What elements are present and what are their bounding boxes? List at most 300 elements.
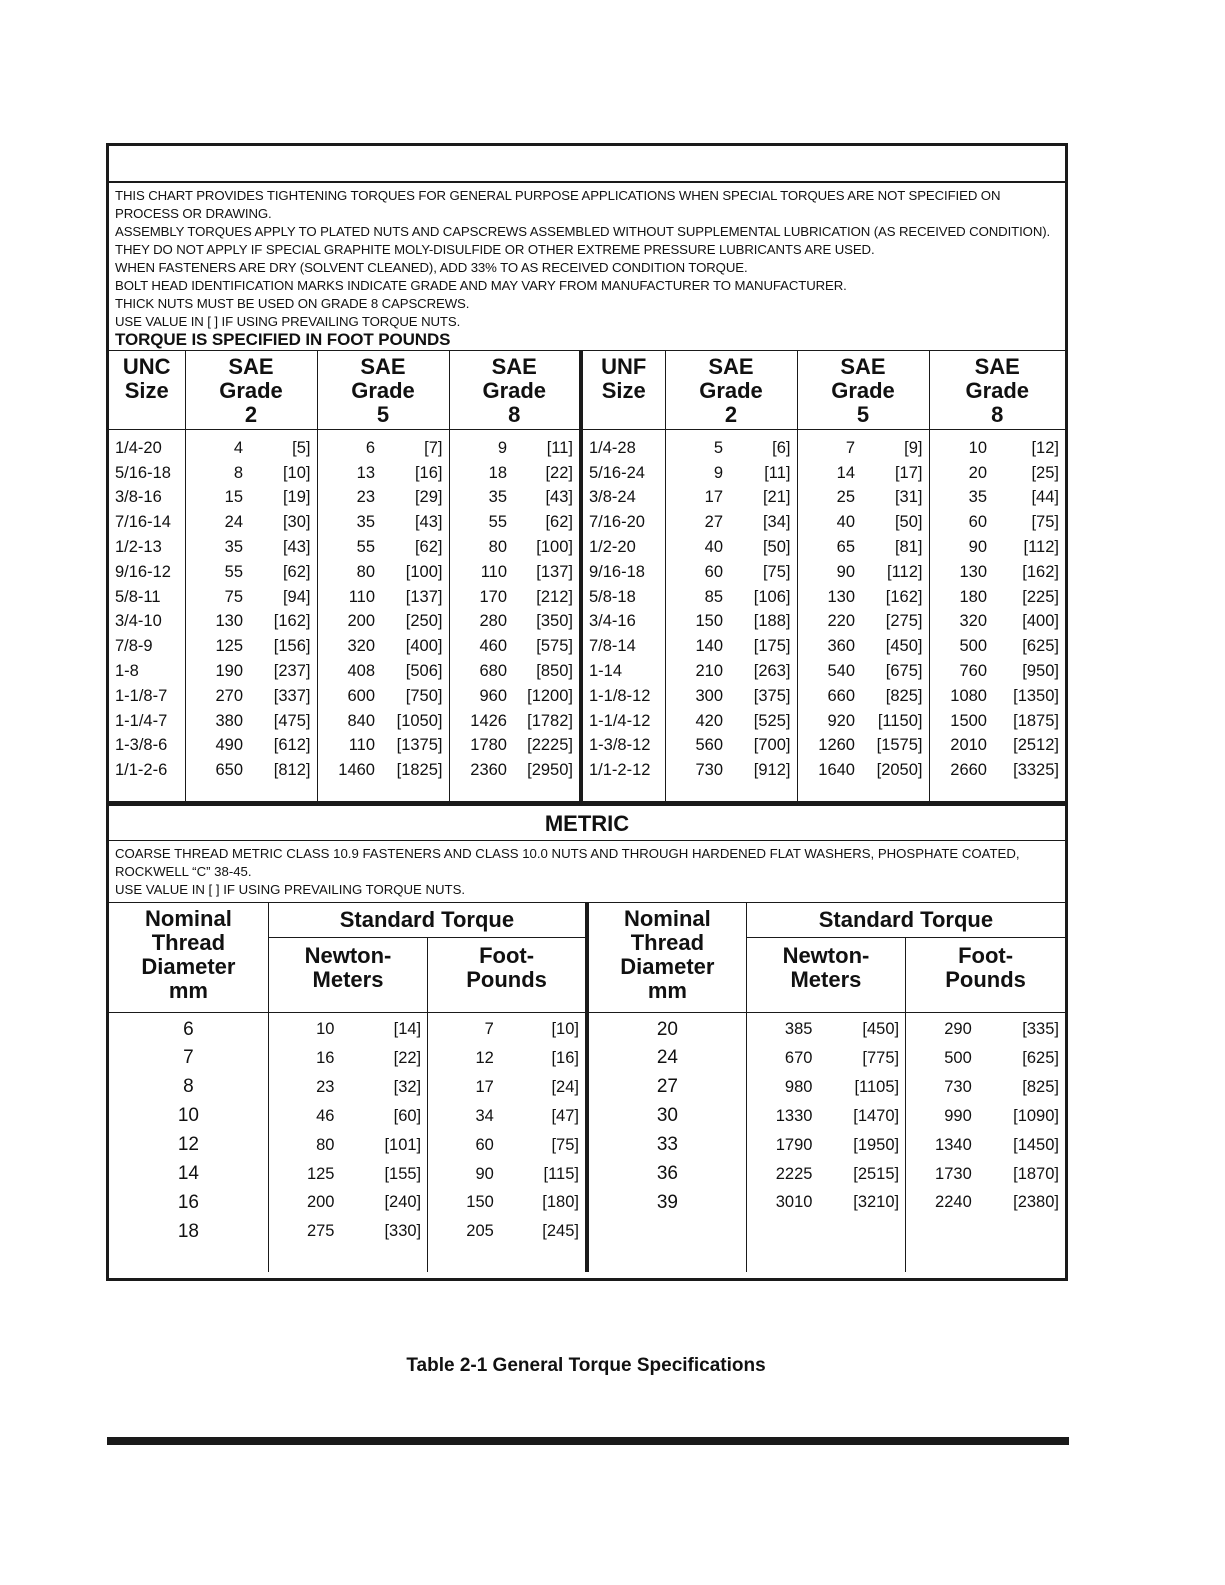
cell-f5: 220: [797, 610, 863, 635]
cell-right-d: [587, 1217, 746, 1246]
cell-g2p: [5]: [292, 438, 311, 457]
cell-right-nmp: [3210]: [853, 1193, 900, 1212]
cell-left-fp: 34: [428, 1102, 508, 1131]
spacer-cell: [929, 783, 995, 801]
cell-g2: 55: [185, 560, 251, 585]
cell-right-fpp: [2380]: [1013, 1193, 1059, 1212]
cell-left-nmp: [14]: [393, 1020, 422, 1039]
cell-left-fpp: [16]: [551, 1048, 579, 1067]
cell-f8p: [950]: [1022, 662, 1059, 681]
cell-g8: 110: [449, 560, 515, 585]
table-row: [109, 1189, 1065, 1218]
cell-g2: 8: [185, 461, 251, 486]
cell-g5p: [7]: [424, 438, 443, 457]
table-row: [109, 734, 1065, 759]
cell-g8p: [850]: [536, 662, 573, 681]
cell-f8: 500: [929, 634, 995, 659]
cell-right-fp: 730: [906, 1073, 986, 1102]
cell-f5: 1640: [797, 758, 863, 783]
inch-header-row: [109, 351, 1065, 430]
spacer-cell: [383, 783, 449, 801]
cell-unc: 1-8: [115, 662, 139, 681]
cell-f5: 65: [797, 535, 863, 560]
spacer-cell: [515, 783, 581, 801]
spacer-row: [109, 1246, 1065, 1272]
cell-left-fp: 7: [428, 1013, 508, 1044]
unc-grade-5-header: SAE Grade 5: [317, 351, 449, 430]
cell-right-d: 39: [587, 1189, 746, 1218]
cell-f2p: [11]: [764, 463, 791, 482]
cell-right-nm: 3010: [746, 1189, 826, 1218]
cell-f2: 300: [665, 684, 731, 709]
cell-f2: 27: [665, 510, 731, 535]
cell-g2: 490: [185, 734, 251, 759]
cell-f8p: [112]: [1023, 538, 1059, 557]
cell-g5: 6: [317, 430, 383, 461]
cell-f5p: [825]: [885, 686, 923, 705]
cell-f8: 1500: [929, 709, 995, 734]
cell-f5p: [9]: [904, 438, 923, 457]
cell-f2p: [75]: [762, 562, 791, 581]
table-row: [109, 486, 1065, 511]
cell-f2: 5: [665, 430, 731, 461]
cell-g2p: [475]: [273, 711, 311, 730]
cell-g5: 55: [317, 535, 383, 560]
cell-right-fp: [906, 1217, 986, 1246]
cell-f8: 20: [929, 461, 995, 486]
cell-g8: 2360: [449, 758, 515, 783]
cell-f5: 130: [797, 585, 863, 610]
cell-g5: 80: [317, 560, 383, 585]
cell-unf: 1/4-28: [581, 430, 665, 461]
cell-f8p: [12]: [1031, 438, 1059, 457]
cell-f5p: [2050]: [876, 761, 923, 780]
cell-left-d: 7: [183, 1047, 194, 1069]
metric-torque-table: [109, 903, 1065, 1272]
cell-g8p: [350]: [536, 612, 573, 631]
cell-g2p: [156]: [273, 637, 311, 656]
cell-g5p: [62]: [414, 538, 443, 557]
cell-g5: 35: [317, 510, 383, 535]
cell-right-d: 24: [587, 1044, 746, 1073]
cell-f8p: [162]: [1022, 562, 1059, 581]
cell-right-nm: 670: [746, 1044, 826, 1073]
cell-f2: 730: [665, 758, 731, 783]
cell-unf: 9/16-18: [581, 560, 665, 585]
cell-g5: 408: [317, 659, 383, 684]
spacer-cell: [665, 783, 731, 801]
cell-g5p: [400]: [405, 637, 443, 656]
cell-g5p: [29]: [414, 488, 443, 507]
cell-right-nmp: [450]: [862, 1020, 900, 1039]
cell-g8p: [1200]: [527, 686, 573, 705]
spacer-cell: [826, 1246, 905, 1272]
metric-note-line: USE VALUE IN [ ] IF USING PREVAILING TORQUE NUTS.: [115, 882, 466, 898]
cell-left-d: 18: [177, 1220, 199, 1242]
cell-unc: 3/8-16: [115, 488, 162, 507]
cell-f5p: [1575]: [876, 736, 923, 755]
cell-unc: 1-3/8-6: [115, 736, 168, 755]
cell-unc: 5/8-11: [115, 587, 161, 606]
cell-left-nmp: [22]: [393, 1048, 422, 1067]
cell-right-fp: 2240: [906, 1189, 986, 1218]
cell-unf: 7/16-20: [581, 510, 665, 535]
cell-left-fp: 17: [428, 1073, 508, 1102]
cell-g5: 320: [317, 634, 383, 659]
unf-grade-5-header: SAE Grade 5: [797, 351, 929, 430]
cell-f8: 10: [929, 430, 995, 461]
cell-g5p: [750]: [405, 686, 443, 705]
cell-right-fp: 500: [906, 1044, 986, 1073]
cell-left-fpp: [24]: [551, 1077, 579, 1096]
cell-left-fpp: [75]: [551, 1135, 579, 1154]
table-row: [109, 610, 1065, 635]
cell-right-nm: 2225: [746, 1160, 826, 1189]
cell-f5p: [31]: [894, 488, 923, 507]
cell-g2: 4: [185, 430, 251, 461]
cell-g2p: [62]: [282, 562, 311, 581]
table-row: [109, 1217, 1065, 1246]
cell-unc: 1/4-20: [115, 438, 162, 457]
cell-f2p: [6]: [772, 438, 791, 457]
cell-right-nmp: [1950]: [853, 1135, 900, 1154]
table-row: [109, 535, 1065, 560]
cell-f8p: [625]: [1022, 637, 1059, 656]
cell-g2p: [237]: [273, 662, 311, 681]
table-row: [109, 1044, 1065, 1073]
newton-meters-header-right: Newton- Meters: [746, 938, 905, 1013]
cell-g5p: [100]: [405, 562, 443, 581]
table-row: [109, 461, 1065, 486]
cell-left-nmp: [330]: [384, 1222, 422, 1241]
cell-right-d: 30: [587, 1102, 746, 1131]
cell-f2p: [50]: [762, 538, 791, 557]
cell-g2p: [19]: [282, 488, 311, 507]
cell-left-nm: 10: [268, 1013, 348, 1044]
cell-left-nm: 46: [268, 1102, 348, 1131]
spacer-cell: [317, 783, 383, 801]
cell-right-fp: 990: [906, 1102, 986, 1131]
unf-grade-2-header: SAE Grade 2: [665, 351, 797, 430]
cell-f2p: [175]: [753, 637, 791, 656]
cell-f8: 90: [929, 535, 995, 560]
spacer-cell: [581, 783, 665, 801]
cell-unf: 1/2-20: [581, 535, 665, 560]
cell-f2: 420: [665, 709, 731, 734]
cell-g8p: [100]: [536, 538, 573, 557]
cell-unc: 7/8-9: [115, 637, 153, 656]
cell-g2p: [30]: [282, 513, 311, 532]
cell-f2: 9: [665, 461, 731, 486]
cell-f2: 40: [665, 535, 731, 560]
cell-f8p: [44]: [1031, 488, 1059, 507]
cell-g8: 960: [449, 684, 515, 709]
cell-right-fpp: [1870]: [1013, 1164, 1059, 1183]
cell-g2p: [337]: [273, 686, 311, 705]
cell-right-fpp: [986, 1217, 1065, 1246]
cell-f5p: [675]: [885, 662, 923, 681]
cell-g5p: [43]: [414, 513, 443, 532]
cell-g5p: [137]: [405, 587, 443, 606]
cell-g8p: [11]: [546, 438, 573, 457]
cell-unf: 3/4-16: [581, 610, 665, 635]
cell-left-d: 12: [177, 1134, 199, 1156]
cell-g5p: [506]: [405, 662, 443, 681]
table-row: [109, 560, 1065, 585]
cell-f5: 360: [797, 634, 863, 659]
cell-g2: 380: [185, 709, 251, 734]
cell-unf: 1-14: [581, 659, 665, 684]
cell-f8p: [1875]: [1013, 711, 1059, 730]
spacer-cell: [587, 1246, 746, 1272]
cell-left-fpp: [10]: [551, 1020, 579, 1039]
cell-unf: 1-1/8-12: [581, 684, 665, 709]
cell-unf: 1-1/4-12: [581, 709, 665, 734]
foot-pounds-header-left: Foot- Pounds: [428, 938, 587, 1013]
cell-g8p: [575]: [536, 637, 573, 656]
table-row: [109, 659, 1065, 684]
spacer-cell: [746, 1246, 826, 1272]
spacer-cell: [906, 1246, 986, 1272]
cell-f2p: [700]: [753, 736, 791, 755]
cell-f2: 210: [665, 659, 731, 684]
table-row: [109, 1160, 1065, 1189]
cell-f5: 7: [797, 430, 863, 461]
cell-g2p: [10]: [282, 463, 311, 482]
general-notes: [109, 183, 1065, 350]
cell-f2p: [34]: [762, 513, 791, 532]
cell-right-nm: 980: [746, 1073, 826, 1102]
spacer-cell: [731, 783, 797, 801]
cell-f8: 2660: [929, 758, 995, 783]
note-line: WHEN FASTENERS ARE DRY (SOLVENT CLEANED), ADD 33% TO AS RECEIVED CONDITION TORQUE.: [115, 260, 748, 275]
cell-f5p: [162]: [885, 587, 923, 606]
cell-f5: 90: [797, 560, 863, 585]
cell-g5p: [1375]: [396, 736, 443, 755]
cell-g5: 23: [317, 486, 383, 511]
cell-f2p: [188]: [753, 612, 791, 631]
cell-g8: 35: [449, 486, 515, 511]
cell-g8: 680: [449, 659, 515, 684]
cell-unc: 1/2-13: [115, 538, 162, 557]
cell-g2: 125: [185, 634, 251, 659]
cell-f2p: [263]: [753, 662, 791, 681]
cell-f5: 540: [797, 659, 863, 684]
spacer-row: [109, 783, 1065, 801]
cell-right-nm: 1790: [746, 1131, 826, 1160]
cell-f5: 40: [797, 510, 863, 535]
cell-right-fp: 1340: [906, 1131, 986, 1160]
cell-f8: 1080: [929, 684, 995, 709]
spacer-cell: [428, 1246, 508, 1272]
cell-left-fpp: [115]: [543, 1164, 579, 1183]
cell-unc: 1/1-2-6: [115, 761, 168, 780]
cell-left-nm: 200: [268, 1189, 348, 1218]
cell-right-fpp: [1090]: [1013, 1106, 1059, 1125]
cell-g8: 80: [449, 535, 515, 560]
cell-right-d: 36: [587, 1160, 746, 1189]
cell-g8: 280: [449, 610, 515, 635]
cell-left-fpp: [47]: [551, 1106, 579, 1125]
cell-left-nmp: [32]: [393, 1077, 422, 1096]
torque-unit-note: TORQUE IS SPECIFIED IN FOOT POUNDS: [115, 330, 451, 349]
spacer-cell: [251, 783, 317, 801]
footer-rule: [107, 1437, 1069, 1445]
cell-left-fp: 60: [428, 1131, 508, 1160]
cell-left-nmp: [155]: [384, 1164, 422, 1183]
cell-g2: 35: [185, 535, 251, 560]
cell-f8: 130: [929, 560, 995, 585]
cell-g8: 55: [449, 510, 515, 535]
cell-unc: 1-1/8-7: [115, 686, 168, 705]
cell-f8: 60: [929, 510, 995, 535]
cell-right-nmp: [2515]: [853, 1164, 900, 1183]
cell-f2p: [106]: [753, 587, 791, 606]
note-line: USE VALUE IN [ ] IF USING PREVAILING TORQUE NUTS.: [115, 314, 461, 329]
cell-g8: 9: [449, 430, 515, 461]
cell-f2p: [375]: [753, 686, 791, 705]
spacer-cell: [449, 783, 515, 801]
cell-left-nm: 275: [268, 1217, 348, 1246]
cell-left-nmp: [240]: [384, 1193, 422, 1212]
cell-left-nm: 16: [268, 1044, 348, 1073]
newton-meters-header-left: Newton- Meters: [268, 938, 427, 1013]
table-row: [109, 1102, 1065, 1131]
cell-unf: 5/16-24: [581, 461, 665, 486]
unc-grade-2-header: SAE Grade 2: [185, 351, 317, 430]
table-row: [109, 1073, 1065, 1102]
cell-right-fpp: [335]: [1022, 1020, 1059, 1039]
cell-g8p: [137]: [536, 562, 573, 581]
cell-g2: 75: [185, 585, 251, 610]
cell-f5p: [50]: [894, 513, 923, 532]
cell-left-d: 14: [177, 1163, 199, 1185]
cell-f8: 760: [929, 659, 995, 684]
unc-grade-8-header: SAE Grade 8: [449, 351, 581, 430]
cell-g8p: [43]: [545, 488, 573, 507]
cell-left-nm: 125: [268, 1160, 348, 1189]
note-line: THIS CHART PROVIDES TIGHTENING TORQUES FOR GENERAL PURPOSE APPLICATIONS WHEN SPECIAL TORQUES ARE NOT SPECIFIED ON PROCESS OR DRAWING.: [115, 188, 1001, 221]
cell-f2: 60: [665, 560, 731, 585]
cell-g5: 110: [317, 734, 383, 759]
cell-left-d: 10: [177, 1105, 199, 1127]
cell-g8: 1780: [449, 734, 515, 759]
table-row: [109, 1131, 1065, 1160]
cell-unf: 3/8-24: [581, 486, 665, 511]
cell-left-nm: 80: [268, 1131, 348, 1160]
cell-g5p: [1050]: [396, 711, 443, 730]
cell-g8p: [1782]: [527, 711, 573, 730]
unc-size-header: UNC Size: [109, 351, 185, 430]
cell-left-d: 6: [183, 1018, 194, 1040]
cell-unc: 1-1/4-7: [115, 711, 168, 730]
cell-g8: 1426: [449, 709, 515, 734]
cell-f8p: [75]: [1031, 513, 1059, 532]
cell-unf: 1-3/8-12: [581, 734, 665, 759]
cell-left-fp: 90: [428, 1160, 508, 1189]
cell-f8p: [25]: [1031, 463, 1059, 482]
table-row: [109, 684, 1065, 709]
cell-g2p: [94]: [282, 587, 311, 606]
cell-right-fpp: [1450]: [1013, 1135, 1059, 1154]
cell-g5: 200: [317, 610, 383, 635]
cell-right-nmp: [1470]: [853, 1106, 900, 1125]
cell-left-fpp: [245]: [542, 1222, 579, 1241]
note-line: BOLT HEAD IDENTIFICATION MARKS INDICATE GRADE AND MAY VARY FROM MANUFACTURER TO MANUFACTURER.: [115, 278, 847, 293]
cell-right-nmp: [1105]: [854, 1077, 900, 1096]
spacer-cell: [109, 1246, 268, 1272]
cell-g5: 840: [317, 709, 383, 734]
cell-f5p: [450]: [885, 637, 923, 656]
foot-pounds-header-right: Foot- Pounds: [906, 938, 1065, 1013]
cell-left-fp: 150: [428, 1189, 508, 1218]
spacer-cell: [268, 1246, 348, 1272]
cell-f5p: [275]: [885, 612, 923, 631]
cell-right-nmp: [826, 1217, 905, 1246]
metric-title: METRIC: [109, 801, 1065, 841]
cell-f8p: [400]: [1022, 612, 1059, 631]
cell-right-d: 33: [587, 1131, 746, 1160]
cell-g2: 130: [185, 610, 251, 635]
inch-torque-table: [109, 350, 1065, 801]
cell-g2: 190: [185, 659, 251, 684]
standard-torque-header-left: Standard Torque: [268, 903, 587, 938]
cell-left-fpp: [180]: [542, 1193, 579, 1212]
cell-f8p: [2512]: [1013, 736, 1059, 755]
spacer-cell: [185, 783, 251, 801]
cell-g8: 18: [449, 461, 515, 486]
cell-g8p: [2225]: [527, 736, 573, 755]
cell-g5p: [16]: [414, 463, 443, 482]
cell-right-nm: 1330: [746, 1102, 826, 1131]
cell-f8: 180: [929, 585, 995, 610]
spacer-cell: [348, 1246, 427, 1272]
table-row: [109, 510, 1065, 535]
cell-unf: 7/8-14: [581, 634, 665, 659]
cell-unf: 1/1-2-12: [581, 758, 665, 783]
cell-right-fpp: [825]: [1022, 1077, 1059, 1096]
metric-notes: [109, 841, 1065, 903]
note-line: THICK NUTS MUST BE USED ON GRADE 8 CAPSCREWS.: [115, 296, 470, 311]
cell-right-d: 20: [587, 1013, 746, 1044]
spacer-cell: [986, 1246, 1065, 1272]
cell-right-nm: [746, 1217, 826, 1246]
cell-unc: 3/4-10: [115, 612, 162, 631]
cell-left-nmp: [101]: [384, 1135, 422, 1154]
cell-g5: 1460: [317, 758, 383, 783]
cell-f5p: [1150]: [877, 711, 923, 730]
cell-right-fp: 290: [906, 1013, 986, 1044]
unf-size-header: UNF Size: [581, 351, 665, 430]
cell-f2: 560: [665, 734, 731, 759]
spacer-cell: [109, 783, 185, 801]
table-row: [109, 430, 1065, 461]
cell-g5: 13: [317, 461, 383, 486]
cell-f8: 35: [929, 486, 995, 511]
cell-left-fp: 12: [428, 1044, 508, 1073]
cell-g2: 270: [185, 684, 251, 709]
table-caption: Table 2-1 General Torque Specifications: [406, 1355, 766, 1376]
cell-left-nmp: [60]: [393, 1106, 422, 1125]
cell-f5: 660: [797, 684, 863, 709]
cell-g8: 460: [449, 634, 515, 659]
cell-g5: 110: [317, 585, 383, 610]
cell-f2: 150: [665, 610, 731, 635]
cell-g2p: [43]: [282, 538, 311, 557]
cell-f8p: [225]: [1022, 587, 1059, 606]
cell-right-d: 27: [587, 1073, 746, 1102]
cell-left-nm: 23: [268, 1073, 348, 1102]
